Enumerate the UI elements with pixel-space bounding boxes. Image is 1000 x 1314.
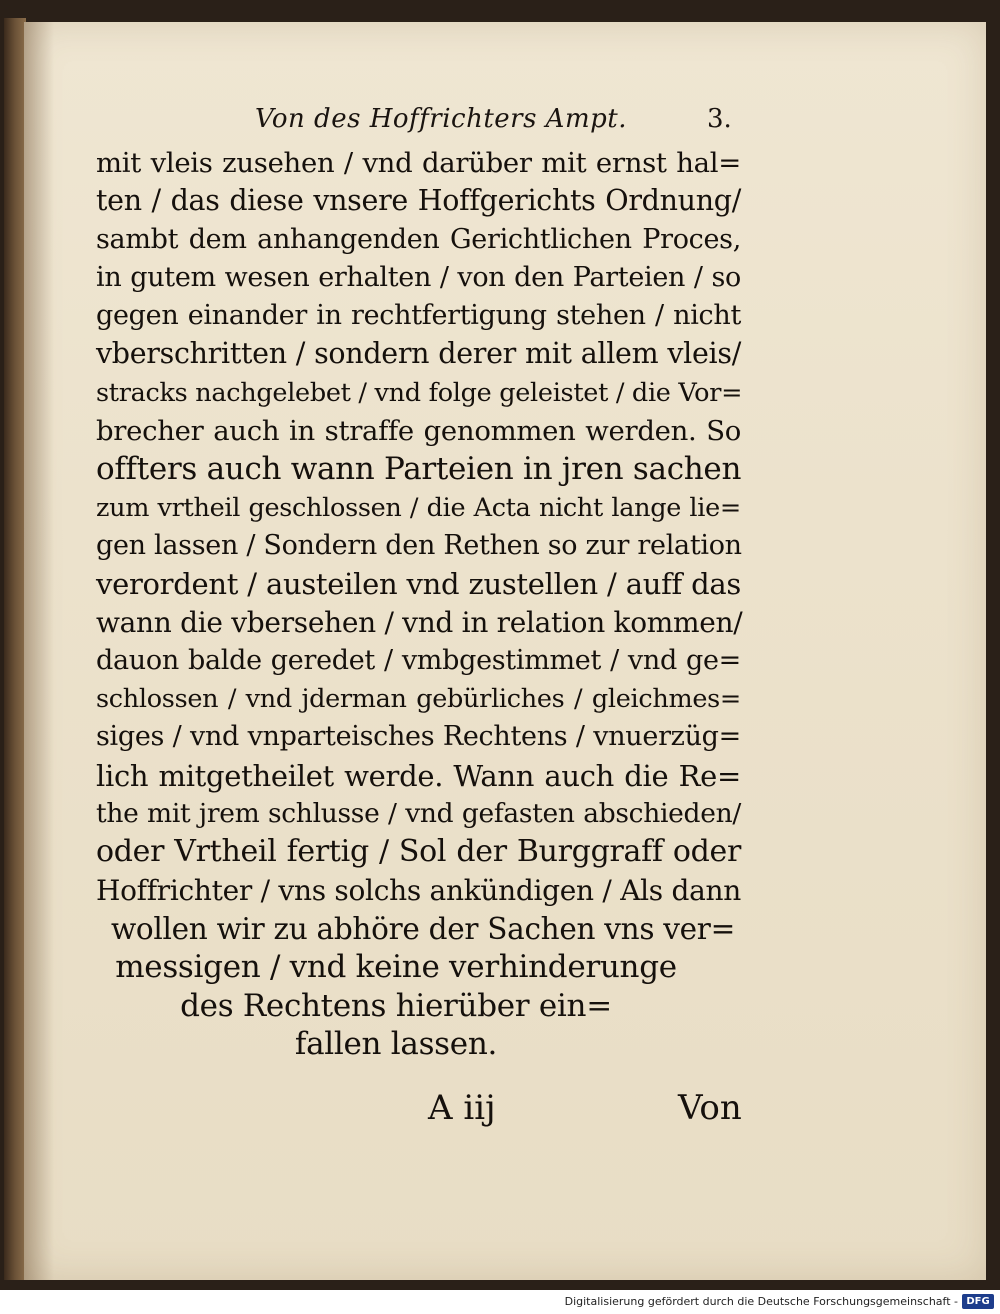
- catchword: Von: [678, 1088, 742, 1128]
- text-line: mit vleis zusehen / vnd darüber mit ernst hal=: [96, 147, 741, 179]
- dfg-logo-icon: DFG: [962, 1294, 994, 1309]
- text-line: vberschritten / sondern derer mit allem vleis/: [96, 337, 741, 371]
- page-number: 3.: [707, 104, 732, 134]
- text-line-taper: wollen wir zu abhöre der Sachen vns ver=: [110, 911, 736, 946]
- text-line: gen lassen / Sondern den Rethen so zur relation: [96, 529, 742, 561]
- text-line: lich mitgetheilet werde. Wann auch die Re=: [96, 758, 741, 793]
- text-line: sambt dem anhangenden Gerichtlichen Proces,: [96, 223, 741, 255]
- text-line: siges / vnd vnparteisches Rechtens / vnuerzüg=: [96, 721, 741, 753]
- text-line-taper: messigen / vnd keine verhinderunge: [115, 949, 677, 986]
- text-line: Hoffrichter / vns solchs ankündigen / Als dann: [96, 873, 741, 907]
- text-line: offters auch wann Parteien in jren sachen: [96, 451, 742, 488]
- running-head-title: Von des Hoffrichters Ampt.: [255, 104, 627, 134]
- footer-bar: [0, 1290, 1000, 1314]
- signature-mark: A iij: [428, 1088, 496, 1128]
- text-line: stracks nachgelebet / vnd folge geleistet / die Vor=: [96, 377, 743, 408]
- text-line: ten / das diese vnsere Hoffgerichts Ordnung/: [96, 184, 741, 218]
- text-line: zum vrtheil geschlossen / die Acta nicht lange lie=: [96, 492, 741, 523]
- book-binding-edge: [4, 18, 26, 1280]
- text-line: gegen einander in rechtfertigung stehen / nicht: [96, 300, 741, 332]
- text-line: in gutem wesen erhalten / von den Parteien / so: [96, 261, 741, 293]
- text-line-taper: des Rechtens hierüber ein=: [180, 987, 612, 1024]
- body-text: [96, 144, 776, 1063]
- gutter-shadow: [24, 22, 54, 1280]
- funding-credit: Digitalisierung gefördert durch die Deutsche Forschungsgemeinschaft -: [564, 1295, 958, 1308]
- text-line: schlossen / vnd jderman gebürliches / gleichmes=: [96, 684, 741, 715]
- page-foot: [428, 1088, 758, 1132]
- text-line: dauon balde geredet / vmbgestimmet / vnd ge=: [96, 644, 741, 676]
- text-line: brecher auch in straffe genommen werden. So: [96, 415, 741, 448]
- running-head: [255, 104, 735, 144]
- text-line: the mit jrem schlusse / vnd gefasten abschieden/: [96, 798, 741, 830]
- text-line: wann die vbersehen / vnd in relation kommen/: [96, 605, 743, 639]
- text-line-taper: fallen lassen.: [294, 1025, 498, 1062]
- text-line: verordent / austeilen vnd zustellen / auff das: [96, 567, 741, 602]
- text-line: oder Vrtheil fertig / Sol der Burggraff oder: [96, 834, 741, 870]
